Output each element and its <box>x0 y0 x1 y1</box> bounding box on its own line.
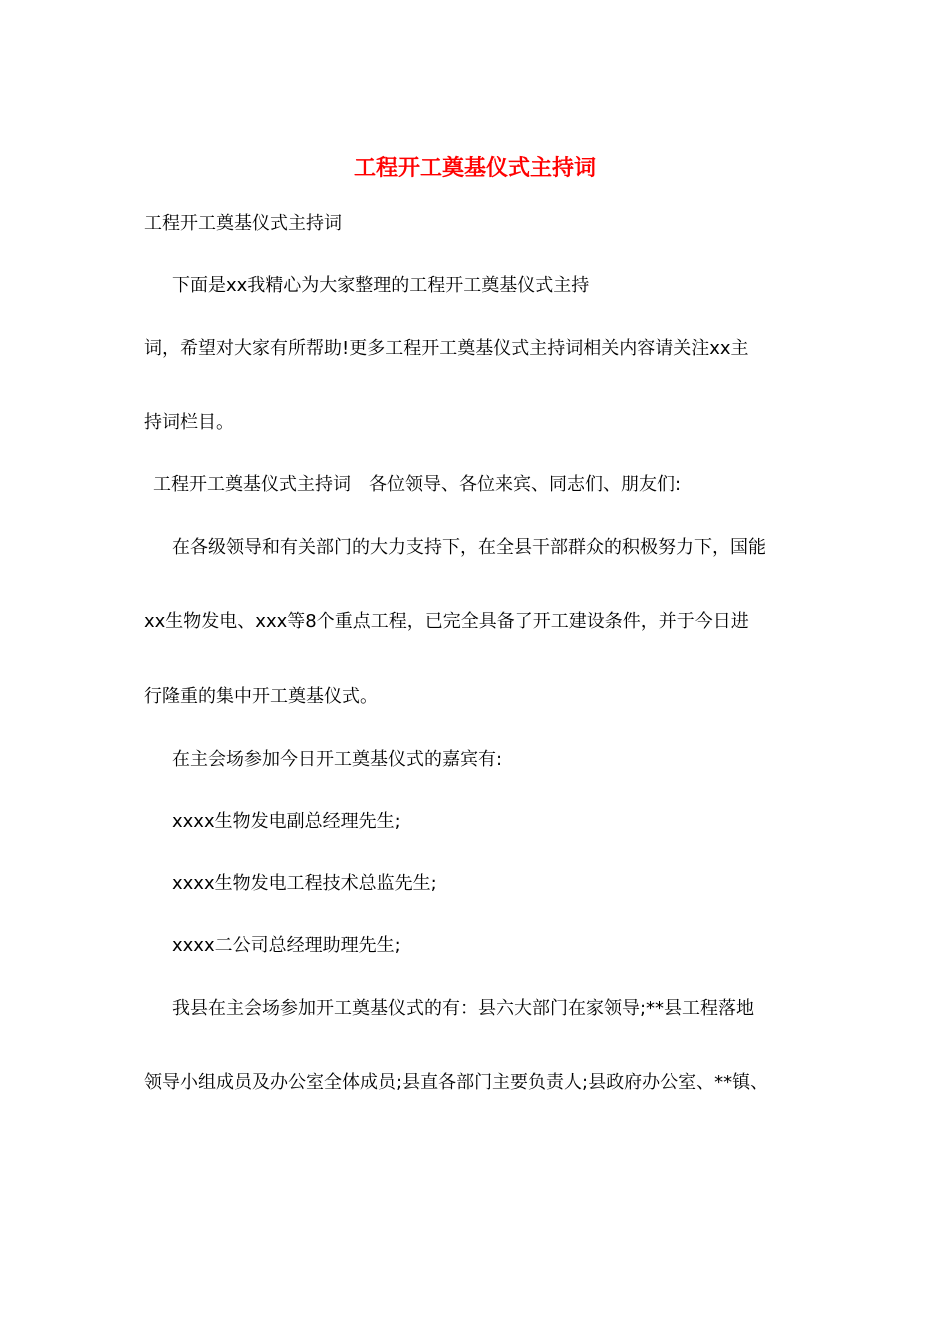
document-title: 工程开工奠基仪式主持词 <box>353 155 596 181</box>
text-line-intro-1: 下面是xx我精心为大家整理的工程开工奠基仪式主持 <box>172 275 590 296</box>
text-line-body-3: 行隆重的集中开工奠基仪式。 <box>144 686 378 707</box>
text-line-intro-3: 持词栏目。 <box>144 412 234 433</box>
text-line-guest-2: xxxx生物发电工程技术总监先生; <box>172 873 437 894</box>
text-line-attendees-1: 我县在主会场参加开工奠基仪式的有：县六大部门在家领导;**县工程落地 <box>172 998 755 1019</box>
text-line-subtitle: 工程开工奠基仪式主持词 <box>144 213 342 234</box>
text-line-guests-heading: 在主会场参加今日开工奠基仪式的嘉宾有: <box>172 749 503 770</box>
text-line-intro-2: 词，希望对大家有所帮助!更多工程开工奠基仪式主持词相关内容请关注xx主 <box>144 338 749 359</box>
text-line-attendees-2: 领导小组成员及办公室全体成员;县直各部门主要负责人;县政府办公室、**镇、 <box>144 1072 769 1093</box>
text-line-guest-3: xxxx二公司总经理助理先生; <box>172 935 401 956</box>
text-line-greeting: 工程开工奠基仪式主持词 各位领导、各位来宾、同志们、朋友们: <box>153 474 682 495</box>
text-line-body-2: xx生物发电、xxx等8个重点工程，已完全具备了开工建设条件，并于今日进 <box>144 611 749 632</box>
text-line-body-1: 在各级领导和有关部门的大力支持下，在全县干部群众的积极努力下，国能 <box>172 537 766 558</box>
text-line-guest-1: xxxx生物发电副总经理先生; <box>172 811 401 832</box>
